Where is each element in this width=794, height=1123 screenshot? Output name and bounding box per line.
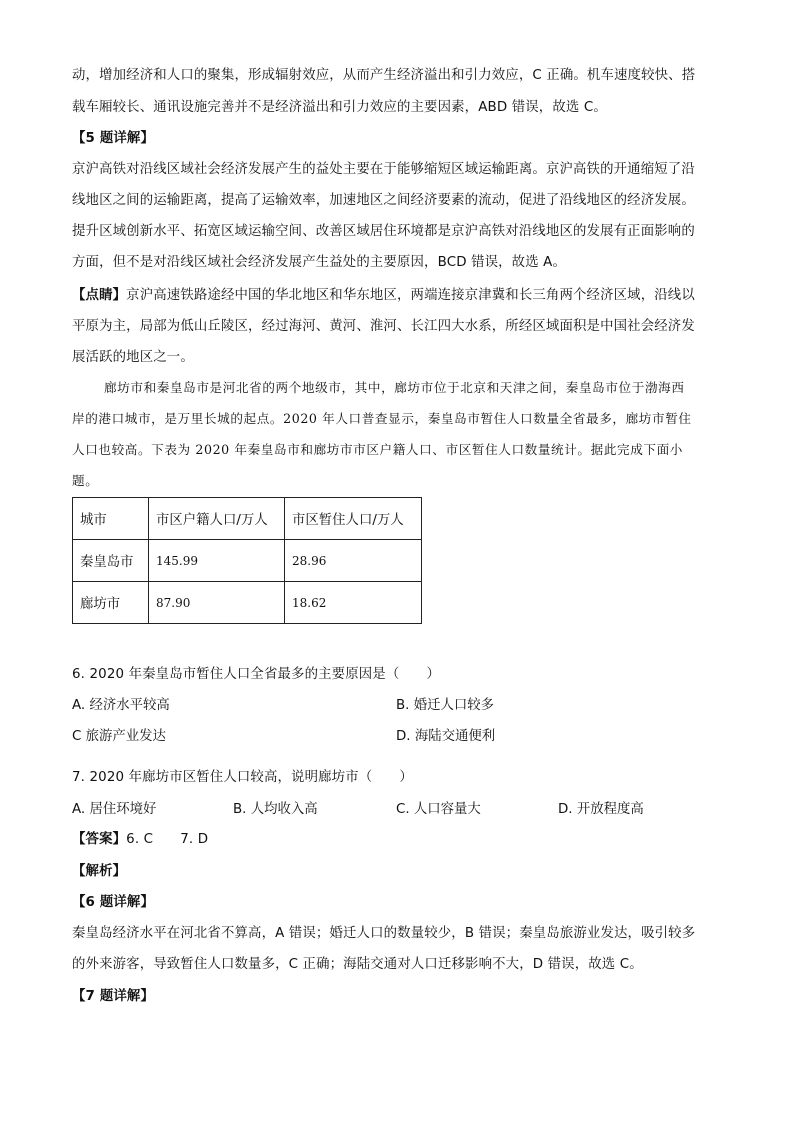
section-heading-7: 【7 题详解】 [72, 989, 154, 1004]
population-table [72, 497, 422, 624]
paragraph-line: 秦皇岛经济水平在河北省不算高，A 错误；婚迁人口的数量较少，B 错误；秦皇岛旅游业发达，吸引较多 [72, 926, 696, 941]
table-row [73, 582, 422, 624]
q7-option-a[interactable]: A. 居住环境好 [72, 802, 157, 817]
q7-option-c[interactable]: C. 人口容量大 [396, 802, 481, 817]
section-heading-5: 【5 题详解】 [72, 131, 154, 146]
table-header-cell: 城市 [73, 498, 149, 540]
table-header-cell: 市区户籍人口/万人 [149, 498, 285, 540]
section-heading-6: 【6 题详解】 [72, 895, 154, 910]
q6-option-b[interactable]: B. 婚迁人口较多 [396, 698, 495, 713]
answer-text: 6. C 7. D [126, 832, 209, 847]
paragraph-line: 的外来游客，导致暂住人口数量多，C 正确；海陆交通对人口迁移影响不大，D 错误，故选 C。 [72, 957, 643, 972]
table-cell: 145.99 [149, 540, 285, 582]
table-header-row [73, 498, 422, 540]
q7-option-d[interactable]: D. 开放程度高 [558, 802, 644, 817]
q6-option-d[interactable]: D. 海陆交通便利 [396, 729, 496, 744]
table-cell: 28.96 [285, 540, 422, 582]
paragraph-line: 平原为主，局部为低山丘陵区，经过海河、黄河、淮河、长江四大水系，所经区域面积是中国社会经济发 [72, 319, 695, 334]
paragraph-line: 方面，但不是对沿线区域社会经济发展产生益处的主要原因，BCD 错误，故选 A。 [72, 255, 567, 270]
table-cell: 18.62 [285, 582, 422, 624]
paragraph-line: 载车厢较长、通讯设施完善并不是经济溢出和引力效应的主要因素，ABD 错误，故选 C。 [72, 100, 607, 115]
paragraph-line: 京沪高铁对沿线区域社会经济发展产生的益处主要在于能够缩短区域运输距离。京沪高铁的开通缩短了沿 [72, 162, 695, 177]
q6-option-c[interactable]: C 旅游产业发达 [72, 729, 166, 744]
paragraph-line: 展活跃的地区之一。 [72, 350, 194, 365]
table-cell: 87.90 [149, 582, 285, 624]
answer-label: 【答案】 [72, 832, 127, 847]
paragraph-text: 京沪高速铁路途经中国的华北地区和华东地区，两端连接京津冀和长三角两个经济区域，沿线以 [126, 288, 695, 303]
paragraph-line: 提升区域创新水平、拓宽区域运输空间、改善区域居住环境都是京沪高铁对沿线地区的发展有正面影响的 [72, 224, 695, 239]
q6-option-a[interactable]: A. 经济水平较高 [72, 698, 170, 713]
answer-line [72, 830, 208, 850]
table-cell: 廊坊市 [73, 582, 149, 624]
table-row [73, 540, 422, 582]
q7-option-b[interactable]: B. 人均收入高 [233, 802, 318, 817]
dianjing-paragraph [72, 286, 695, 306]
table-header-cell: 市区暂住人口/万人 [285, 498, 422, 540]
intro-line: 人口也较高。下表为 2020 年秦皇岛市和廊坊市市区户籍人口、市区暂住人口数量统计。据此完成下面小 [72, 442, 683, 457]
dianjing-label: 【点睛】 [72, 288, 127, 303]
analysis-heading: 【解析】 [72, 864, 127, 879]
question-7-stem: 7. 2020 年廊坊市区暂住人口较高，说明廊坊市（ ） [72, 770, 413, 785]
paragraph-line: 线地区之间的运输距离，提高了运输效率，加速地区之间经济要素的流动，促进了沿线地区的经济发展。 [72, 193, 695, 208]
intro-line: 廊坊市和秦皇岛市是河北省的两个地级市，其中，廊坊市位于北京和天津之间，秦皇岛市位于渤海西 [104, 380, 685, 395]
intro-line: 题。 [72, 473, 99, 488]
intro-line: 岸的港口城市，是万里长城的起点。2020 年人口普查显示，秦皇岛市暂住人口数量全省最多，廊坊市暂住 [72, 411, 692, 426]
question-6-stem: 6. 2020 年秦皇岛市暂住人口全省最多的主要原因是（ ） [72, 667, 440, 682]
table-cell: 秦皇岛市 [73, 540, 149, 582]
paragraph-line: 动，增加经济和人口的聚集，形成辐射效应，从而产生经济溢出和引力效应，C 正确。机车速度较快、搭 [72, 68, 696, 83]
